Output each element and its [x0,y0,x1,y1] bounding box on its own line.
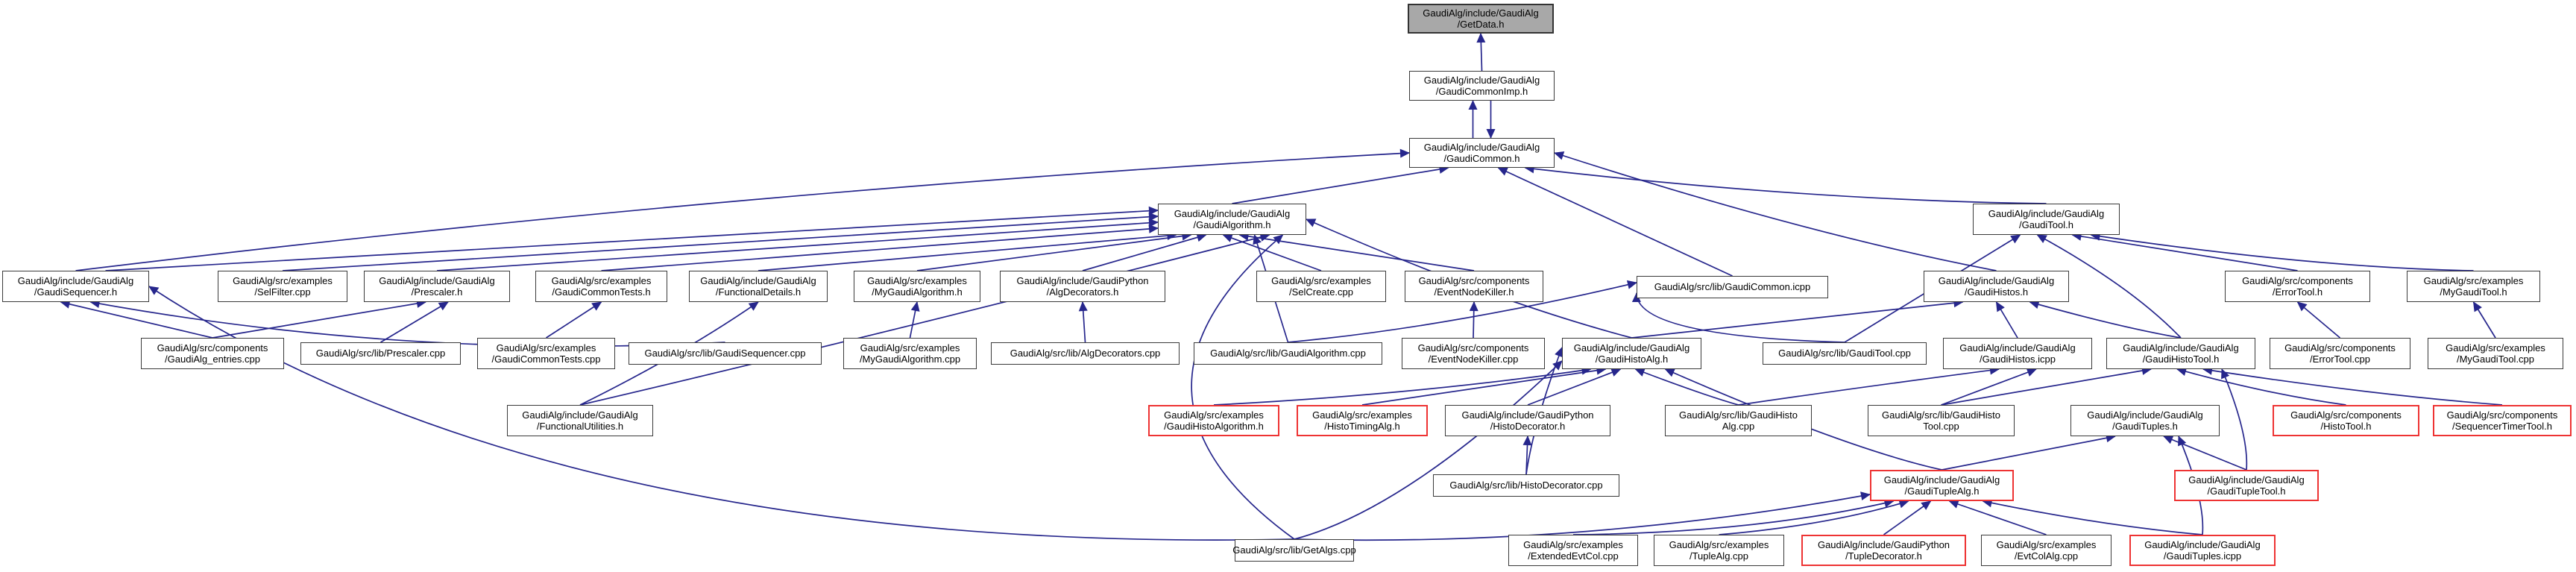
node-histotool_h[interactable] [2106,338,2255,369]
node-label-line: GaudiAlg/src/lib/GaudiCommon.icpp [1654,281,1811,293]
node-histos_icpp[interactable] [1943,338,2092,369]
edge-entries-to-sequencer [61,302,213,338]
edge-histos_h-to-common [1555,153,1997,271]
edge-common_icpp-to-common [1499,168,1733,276]
node-seqtimer_red[interactable] [2433,405,2572,436]
node-label-line: /GaudiCommonImp.h [1435,86,1528,97]
node-label-line: /HistoDecorator.h [1490,421,1566,432]
node-label-line: /GaudiTuples.h [2112,421,2178,432]
node-label-line: /GaudiHistos.icpp [1980,353,2056,365]
node-label-line: GaudiAlg/src/examples [233,274,333,286]
node-sequencer_cpp[interactable] [629,342,822,365]
node-label-line: GaudiAlg/src/examples [1996,538,2097,550]
node-commontests_cpp[interactable] [477,338,615,369]
node-label-line: GaudiAlg/include/GaudiAlg [1883,474,2000,485]
node-label-line: /EventNodeKiller.cpp [1428,353,1519,365]
node-label-line: GaudiAlg/src/examples [2446,342,2545,353]
node-getdata[interactable] [1408,4,1554,34]
node-label-line: GaudiAlg/src/examples [1523,538,1623,550]
node-label-line: /ErrorTool.cpp [2310,353,2370,365]
node-errortool_h[interactable] [2225,271,2370,302]
edge-histoalg_h-to-histos_h [1632,302,1963,338]
node-label-line: GaudiAlg/include/GaudiAlg [2188,474,2305,485]
node-label-line: /Prescaler.h [411,286,463,298]
node-label-line: GaudiAlg/src/examples [1312,409,1412,421]
edge-getalgs-to-histoalg_h [1294,361,1562,539]
node-label-line: GaudiAlg/include/GaudiAlg [1423,74,1540,86]
node-label-line: GaudiAlg/include/GaudiPython [1817,538,1950,550]
node-label-line: GaudiAlg/src/examples [867,274,967,286]
node-prescaler_cpp[interactable] [300,342,461,365]
node-commonimp[interactable] [1409,71,1555,101]
node-entries[interactable] [141,338,284,369]
node-label-line: GaudiAlg/src/components [2446,409,2558,421]
node-label-line: /SelCreate.cpp [1289,286,1353,298]
node-label-line: GaudiAlg/src/lib/GaudiTool.cpp [1778,348,1911,359]
node-label-line: GaudiAlg/include/GaudiAlg [2144,538,2261,550]
node-label-line: GaudiAlg/src/components [157,342,268,353]
node-label-line: /GaudiTupleAlg.h [1904,485,1980,497]
node-label-line: GaudiAlg/src/lib/Prescaler.cpp [315,348,446,359]
node-label-line: /GaudiSequencer.h [34,286,118,298]
node-label-line: GaudiAlg/src/examples [2423,274,2524,286]
node-histotool_red[interactable] [2273,405,2419,436]
edge-mygauditool_cpp-to-mygauditool_h [2474,302,2496,338]
node-histoalg_h[interactable] [1562,338,1701,369]
edge-algorithm-to-common [1232,168,1449,204]
node-mygauditool_cpp[interactable] [2428,338,2563,369]
node-common[interactable] [1409,138,1555,168]
node-algdecorators_h[interactable] [1000,271,1165,302]
edge-mygauditool_h-to-tool [2091,235,2474,271]
edge-histoalg_cpp-to-histoalg_h [1636,369,1739,405]
node-label-line: GaudiAlg/include/GaudiAlg [1988,207,2105,219]
edge-prescaler_h-to-algorithm [437,222,1158,271]
node-label-line: GaudiAlg/src/components [2242,274,2353,286]
edge-tuples_icpp_red-to-tuplealg_red [1983,501,2203,535]
node-tuples_icpp_red[interactable] [2129,535,2276,566]
node-label-line: GaudiAlg/include/GaudiAlg [2123,342,2239,353]
node-tupledecorator_red[interactable] [1801,535,1966,566]
node-tuplealg_red[interactable] [1870,470,2014,501]
edge-histotool_cpp-to-histotool_h [1942,369,2152,405]
node-label-line: /GaudiHistoTool.h [2142,353,2220,365]
node-label-line: /TupleDecorator.h [1845,550,1922,562]
edge-eventnodekiller_cpp-to-eventnodekiller_h [1473,302,1474,338]
node-algorithm[interactable] [1158,204,1306,235]
node-label-line: /MyGaudiTool.cpp [2456,353,2535,365]
edge-histoalg_cpp-to-histos_icpp [1739,369,2000,405]
node-label-line: GaudiAlg/src/examples [860,342,960,353]
node-common_icpp[interactable] [1637,276,1828,298]
edge-algdecorators_cpp-to-algdecorators_h [1083,302,1086,342]
node-label-line: /GetData.h [1457,19,1505,30]
node-algorithm_cpp[interactable] [1194,342,1382,365]
node-histodecorator_h[interactable] [1445,405,1610,436]
node-histotool_cpp[interactable] [1868,405,2015,436]
node-label-line: /FunctionalDetails.h [715,286,802,298]
edge-tuplealg_cpp-to-tuplealg_red [1719,501,1909,535]
node-label-line: /ErrorTool.h [2272,286,2323,298]
edge-histotiming_red-to-histoalg_h [1362,369,1606,405]
edge-histos_icpp-to-histos_h [1997,302,2018,338]
node-label-line: GaudiAlg/src/lib/HistoDecorator.cpp [1449,480,1603,491]
node-errortool_cpp[interactable] [2270,338,2410,369]
edge-extendedevtcol-to-tuplealg_red [1573,501,1894,535]
edge-errortool_h-to-tool [2073,235,2298,271]
node-label-line: /GaudiCommonTests.cpp [491,353,601,365]
node-commontests_h[interactable] [535,271,667,302]
node-label-line: /GaudiTool.h [2019,219,2073,230]
node-label-line: /HistoTimingAlg.h [1324,421,1400,432]
node-label-line: /ExtendedEvtCol.cpp [1528,550,1619,562]
node-mygaudialgorithm_cpp[interactable] [843,338,977,369]
node-label-line: GaudiAlg/include/GaudiAlg [700,274,816,286]
node-label-line: GaudiAlg/include/GaudiAlg [522,409,638,421]
node-label-line: /GaudiAlgorithm.h [1193,219,1271,230]
node-sequencer[interactable] [2,271,149,302]
node-label-line: /GaudiHistoAlg.h [1595,353,1669,365]
node-label-line: /TupleAlg.cpp [1689,550,1748,562]
node-label-line: /EventNodeKiller.h [1434,286,1514,298]
node-extendedevtcol[interactable] [1508,535,1638,566]
node-label-line: GaudiAlg/src/lib/AlgDecorators.cpp [1010,348,1161,359]
node-label-line: /FunctionalUtilities.h [536,421,624,432]
node-label-line: GaudiAlg/include/GaudiAlg [17,274,134,286]
edge-tupletool_red-to-tuples_h [2164,436,2246,470]
edge-entries-to-prescaler_h [212,302,426,338]
node-label-line: GaudiAlg/include/GaudiPython [1016,274,1149,286]
node-label-line: GaudiAlg/include/GaudiAlg [1959,342,2076,353]
node-label-line: /GaudiHistoAlgorithm.h [1164,421,1264,432]
edge-mygaudialgorithm_cpp-to-mygaudialgorithm_h [910,302,918,338]
node-label-line: GaudiAlg/include/GaudiAlg [1174,207,1291,219]
node-label-line: /EvtColAlg.cpp [2014,550,2079,562]
node-label-line: GaudiAlg/include/GaudiAlg [1938,274,2055,286]
edge-commonimp-to-getdata [1481,34,1482,71]
node-label-line: GaudiAlg/include/GaudiAlg [379,274,495,286]
edge-eventnodekiller_h-to-algorithm [1240,235,1475,271]
node-prescaler_h[interactable] [364,271,510,302]
node-tuplealg_cpp[interactable] [1654,535,1784,566]
edge-histotool_red-to-histotool_h [2177,369,2346,405]
edge-errortool_cpp-to-errortool_h [2298,302,2340,338]
node-label-line: /GaudiTupleTool.h [2207,485,2286,497]
node-selcreate[interactable] [1256,271,1386,302]
node-functionalutilities[interactable] [507,405,653,436]
node-label-line: Alg.cpp [1722,421,1755,432]
node-tuples_h[interactable] [2070,405,2220,436]
edge-getalgs-to-tuplealg_red [1294,494,1870,540]
node-histotiming_red[interactable] [1297,405,1428,436]
node-label-line: /GaudiTuples.icpp [2163,550,2242,562]
node-eventnodekiller_cpp[interactable] [1402,338,1545,369]
node-evtcolalg[interactable] [1981,535,2111,566]
edge-commontests_cpp-to-commontests_h [547,302,602,338]
node-label-line: /MyGaudiAlgorithm.h [872,286,963,298]
node-label-line: GaudiAlg/src/examples [496,342,596,353]
node-label-line: GaudiAlg/src/components [1417,342,1529,353]
node-mygaudialgorithm_h[interactable] [854,271,980,302]
node-mygauditool_h[interactable] [2407,271,2540,302]
node-label-line: GaudiAlg/include/GaudiAlg [1423,7,1539,19]
node-label-line: Tool.cpp [1923,421,1959,432]
node-histoalgorithm_red[interactable] [1148,405,1279,436]
node-getalgs[interactable] [1232,539,1356,562]
node-label-line: GaudiAlg/src/examples [551,274,652,286]
node-histodecorator_cpp[interactable] [1433,474,1619,497]
node-label-line: GaudiAlg/src/lib/GaudiHisto [1882,409,2000,421]
node-histos_h[interactable] [1924,271,2069,302]
node-label-line: GaudiAlg/src/examples [1271,274,1371,286]
node-tool[interactable] [1973,204,2120,235]
node-label-line: /SelFilter.cpp [254,286,311,298]
node-selfilter[interactable] [218,271,347,302]
node-label-line: GaudiAlg/src/examples [1164,409,1264,421]
edge-evtcolalg-to-tuplealg_red [1950,501,2047,535]
node-label-line: /GaudiHistos.h [1964,286,2029,298]
edge-selfilter-to-algorithm [283,216,1158,271]
node-label-line: GaudiAlg/src/lib/GaudiSequencer.cpp [644,348,806,359]
node-label-line: GaudiAlg/include/GaudiAlg [2087,409,2203,421]
node-algdecorators_cpp[interactable] [991,342,1180,365]
node-label-line: GaudiAlg/src/lib/GetAlgs.cpp [1232,544,1356,556]
node-label-line: GaudiAlg/src/components [2284,342,2396,353]
node-label-line: /GaudiCommonTests.h [552,286,651,298]
node-tupletool_red[interactable] [2174,470,2319,501]
node-label-line: /GaudiAlg_entries.cpp [165,353,260,365]
node-functionaldetails[interactable] [689,271,828,302]
node-label-line: GaudiAlg/include/GaudiPython [1461,409,1594,421]
edge-histodecorator_h-to-histoalg_h [1528,369,1621,405]
edge-getalgs-to-sequencer [149,286,1294,540]
edge-functionaldetails-to-algorithm [758,235,1177,271]
edge-tuplealg_red-to-tuples_h [1942,436,2116,470]
node-label-line: /GaudiCommon.h [1443,153,1520,164]
edge-functionalutilities-to-algorithm [580,235,1270,405]
node-label-line: GaudiAlg/src/components [2290,409,2402,421]
node-label-line: GaudiAlg/src/lib/GaudiHisto [1679,409,1798,421]
node-label-line: /AlgDecorators.h [1046,286,1119,298]
node-label-line: GaudiAlg/src/lib/GaudiAlgorithm.cpp [1210,348,1366,359]
edge-tool-to-common [1525,168,2047,204]
node-eventnodekiller_h[interactable] [1405,271,1543,302]
node-label-line: GaudiAlg/src/components [1418,274,1530,286]
node-label-line: /HistoTool.h [2320,421,2372,432]
node-label-line: /SequencerTimerTool.h [2452,421,2552,432]
edge-algdecorators_h-to-algorithm [1083,235,1206,271]
node-tool_cpp[interactable] [1763,342,1927,365]
edge-histotool_h-to-histos_h [2030,302,2182,338]
node-label-line: /MyGaudiAlgorithm.cpp [859,353,961,365]
edge-commontests_h-to-algorithm [602,228,1159,271]
node-label-line: GaudiAlg/src/examples [1669,538,1769,550]
node-label-line: /MyGaudiTool.h [2440,286,2507,298]
node-label-line: GaudiAlg/include/GaudiAlg [1573,342,1690,353]
node-label-line: GaudiAlg/include/GaudiAlg [1423,141,1540,153]
node-histoalg_cpp[interactable] [1665,405,1812,436]
